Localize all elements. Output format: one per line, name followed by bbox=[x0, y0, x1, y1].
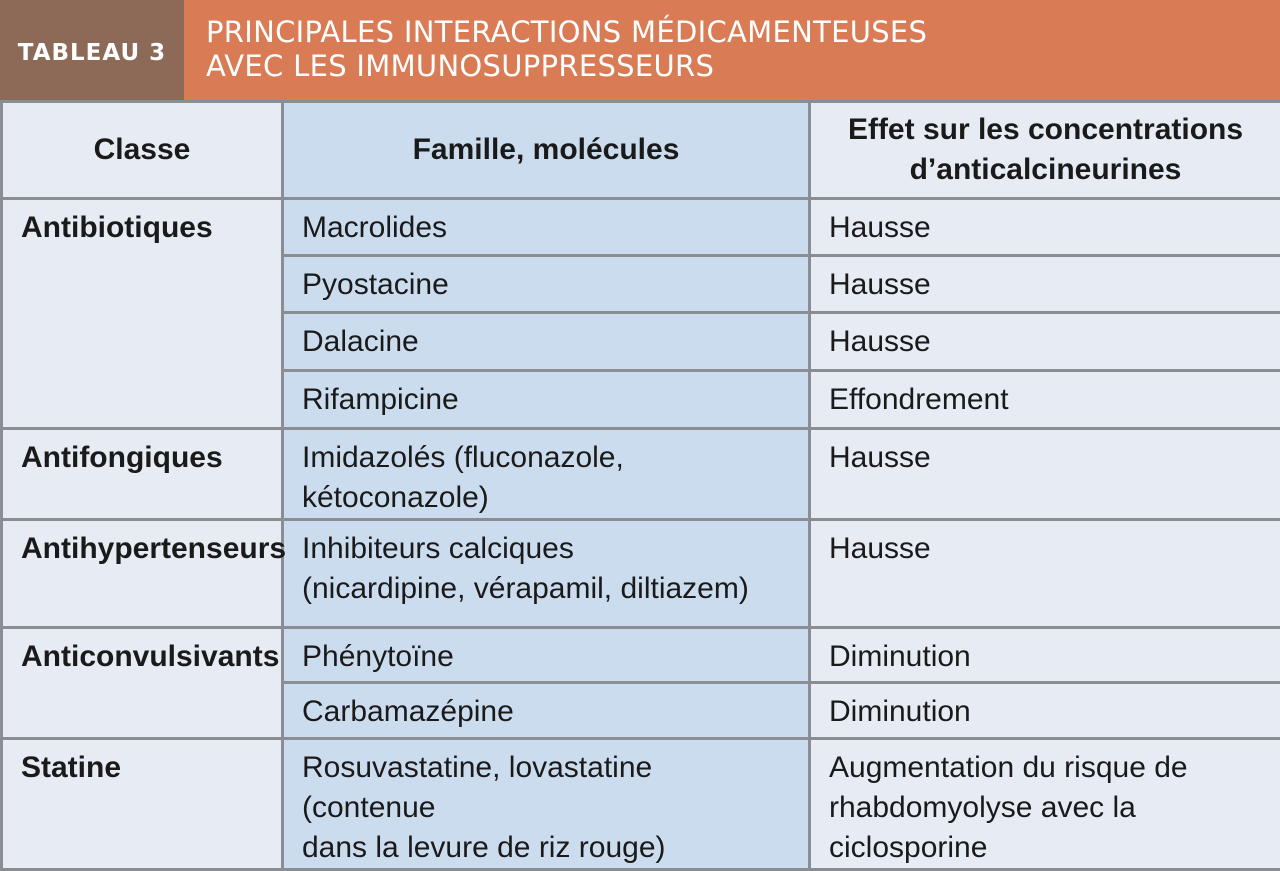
table-row bbox=[2, 429, 1280, 520]
column-header-classe: Classe bbox=[2, 102, 283, 199]
table-header bbox=[0, 0, 1280, 100]
famille-cell: Macrolides bbox=[283, 199, 810, 256]
famille-cell: Phénytoïne bbox=[283, 628, 810, 683]
table-row bbox=[2, 628, 1280, 683]
famille-cell: Pyostacine bbox=[283, 256, 810, 313]
table-title-line-1: PRINCIPALES INTERACTIONS MÉDICAMENTEUSES bbox=[206, 15, 1280, 49]
classe-cell: Anticonvulsivants bbox=[2, 628, 283, 739]
header-row bbox=[2, 102, 1280, 199]
table-title-line-2: AVEC LES IMMUNOSUPPRESSEURS bbox=[206, 49, 1280, 83]
classe-cell: Antihypertenseurs bbox=[2, 520, 283, 628]
classe-cell: Antibiotiques bbox=[2, 199, 283, 429]
table-row bbox=[2, 199, 1280, 256]
famille-cell: Rifampicine bbox=[283, 371, 810, 429]
effet-cell: Diminution bbox=[810, 628, 1280, 683]
column-header-effet bbox=[810, 102, 1280, 199]
column-header-famille: Famille, molécules bbox=[283, 102, 810, 199]
famille-cell bbox=[283, 739, 810, 870]
effet-cell: Hausse bbox=[810, 199, 1280, 256]
effet-cell: Hausse bbox=[810, 520, 1280, 628]
table-row bbox=[2, 739, 1280, 870]
classe-cell: Antifongiques bbox=[2, 429, 283, 520]
famille-line-2: (nicardipine, vérapamil, diltiazem) bbox=[302, 572, 749, 605]
effet-cell: Effondrement bbox=[810, 371, 1280, 429]
famille-line-1: Inhibiteurs calciques bbox=[302, 532, 574, 565]
famille-cell bbox=[283, 520, 810, 628]
table-row bbox=[2, 520, 1280, 628]
effet-line-1: Augmentation du risque de bbox=[829, 751, 1188, 784]
classe-cell: Statine bbox=[2, 739, 283, 870]
column-header-effet-line-2: d’anticalcineurines bbox=[910, 153, 1182, 186]
table-number-tag: TABLEAU 3 bbox=[0, 0, 184, 100]
table-title bbox=[184, 0, 1280, 100]
effet-cell: Hausse bbox=[810, 429, 1280, 520]
famille-line-1: Rosuvastatine, lovastatine (contenue bbox=[302, 751, 652, 824]
famille-line-2: dans la levure de riz rouge) bbox=[302, 831, 666, 864]
effet-cell: Diminution bbox=[810, 683, 1280, 739]
effet-cell: Hausse bbox=[810, 313, 1280, 371]
interactions-table bbox=[0, 100, 1280, 871]
effet-line-2: rhabdomyolyse avec la ciclosporine bbox=[829, 791, 1136, 864]
column-header-effet-line-1: Effet sur les concentrations bbox=[848, 113, 1243, 146]
famille-cell: Dalacine bbox=[283, 313, 810, 371]
effet-cell: Hausse bbox=[810, 256, 1280, 313]
famille-cell: Imidazolés (fluconazole, kétoconazole) bbox=[283, 429, 810, 520]
effet-cell bbox=[810, 739, 1280, 870]
famille-cell: Carbamazépine bbox=[283, 683, 810, 739]
